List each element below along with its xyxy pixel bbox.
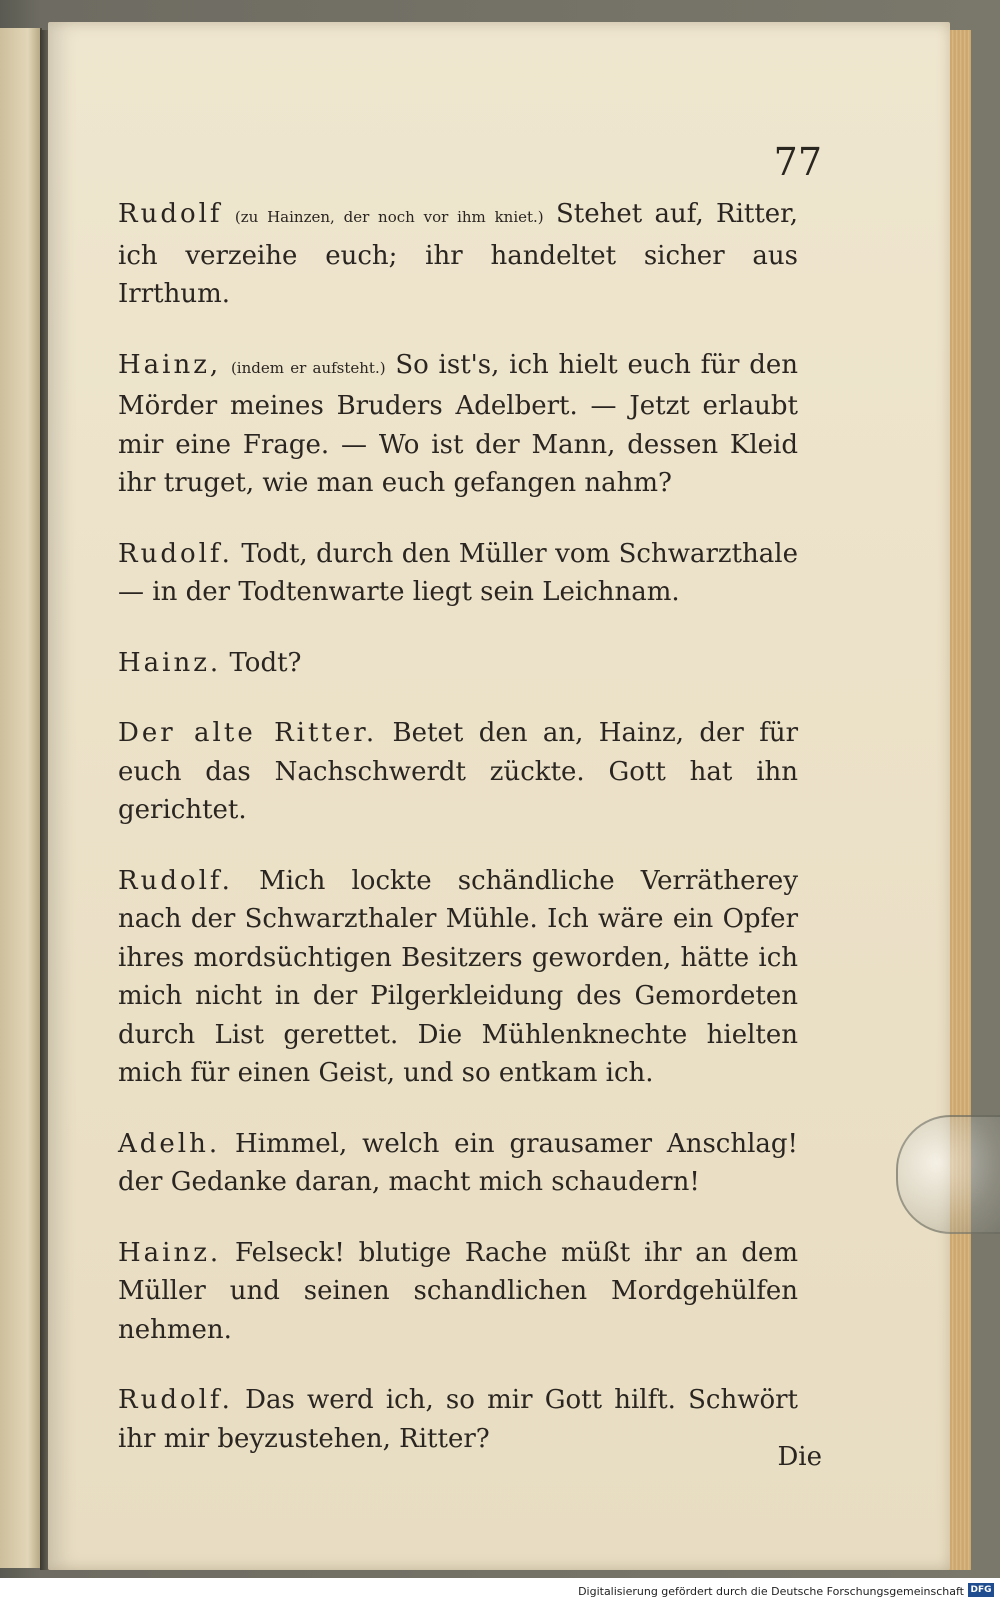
dialogue-text: Felseck! blutige Rache müßt ihr an dem Müller und seinen schandlichen Mordgehülfen nehmen. bbox=[118, 1237, 799, 1345]
dialogue-text: Todt? bbox=[229, 647, 302, 678]
dialogue-paragraph bbox=[118, 346, 798, 503]
dialogue-paragraph bbox=[118, 862, 798, 1093]
speaker-name: Hainz, bbox=[118, 349, 222, 380]
glass-page-weight bbox=[896, 1115, 1000, 1234]
previous-page-edge bbox=[0, 28, 42, 1568]
page-number: 77 bbox=[773, 140, 822, 184]
dialogue-text: Todt, durch den Müller vom Schwarzthale — in der Todtenwarte liegt sein Leichnam. bbox=[118, 538, 799, 607]
speaker-name: Rudolf. bbox=[118, 538, 233, 569]
dialogue-text: So ist's, ich hielt euch für den Mörder meines Bruders Adelbert. — Jetzt erlaubt mir eine Frage. — Wo ist der Mann, dessen Kleid ihr truget, wie man euch gefangen nahm? bbox=[118, 349, 798, 498]
dialogue-paragraph bbox=[118, 1234, 798, 1350]
dialogue-text: Mich lockte schändliche Verrätherey nach der Schwarzthaler Mühle. Ich wäre ein Opfer ihres mordsüchtigen Besitzers geworden, hätte ich mich nicht in der Pilgerkleidung des Gemordeten durch List gerettet. Die Mühlenknechte hielten mich für einen Geist, und so entkam ich. bbox=[118, 865, 799, 1088]
speaker-name: Rudolf. bbox=[118, 865, 233, 896]
dialogue-paragraph bbox=[118, 1125, 798, 1202]
speaker-name: Rudolf bbox=[118, 199, 223, 229]
dialogue-paragraph bbox=[118, 195, 798, 314]
speaker-name: Rudolf. bbox=[118, 1385, 233, 1415]
speaker-name: Hainz. bbox=[118, 1237, 222, 1268]
dfg-logo: DFG bbox=[968, 1583, 994, 1597]
dialogue-paragraph bbox=[118, 714, 798, 830]
catchword: Die bbox=[777, 1442, 822, 1472]
dialogue-paragraph bbox=[118, 1381, 798, 1458]
dialogue-text: Betet den an, Hainz, der für euch das Nachschwerdt zückte. Gott hat ihn gerichtet. bbox=[118, 718, 799, 825]
dialogue-text: Himmel, welch ein grausamer Anschlag! der Gedanke daran, macht mich schaudern! bbox=[118, 1128, 799, 1197]
digitization-credit: Digitalisierung gefördert durch die Deutsche Forschungsgemeinschaft bbox=[578, 1585, 964, 1598]
dialogue-paragraph bbox=[118, 644, 798, 683]
speaker-name: Der alte Ritter. bbox=[118, 718, 378, 748]
stage-direction: (indem er aufsteht.) bbox=[230, 358, 386, 377]
dialogue-paragraph bbox=[118, 535, 798, 612]
dialogue-text: Das werd ich, so mir Gott hilft. Schwört ihr mir beyzustehen, Ritter? bbox=[118, 1385, 798, 1454]
dialogue-text: Stehet auf, Ritter, ich verzeihe euch; ihr handeltet sicher aus Irrthum. bbox=[118, 199, 799, 309]
speaker-name: Adelh. bbox=[118, 1128, 221, 1159]
page-body bbox=[118, 195, 798, 1490]
stage-direction: (zu Hainzen, der noch vor ihm kniet.) bbox=[234, 208, 544, 226]
speaker-name: Hainz. bbox=[118, 647, 222, 678]
